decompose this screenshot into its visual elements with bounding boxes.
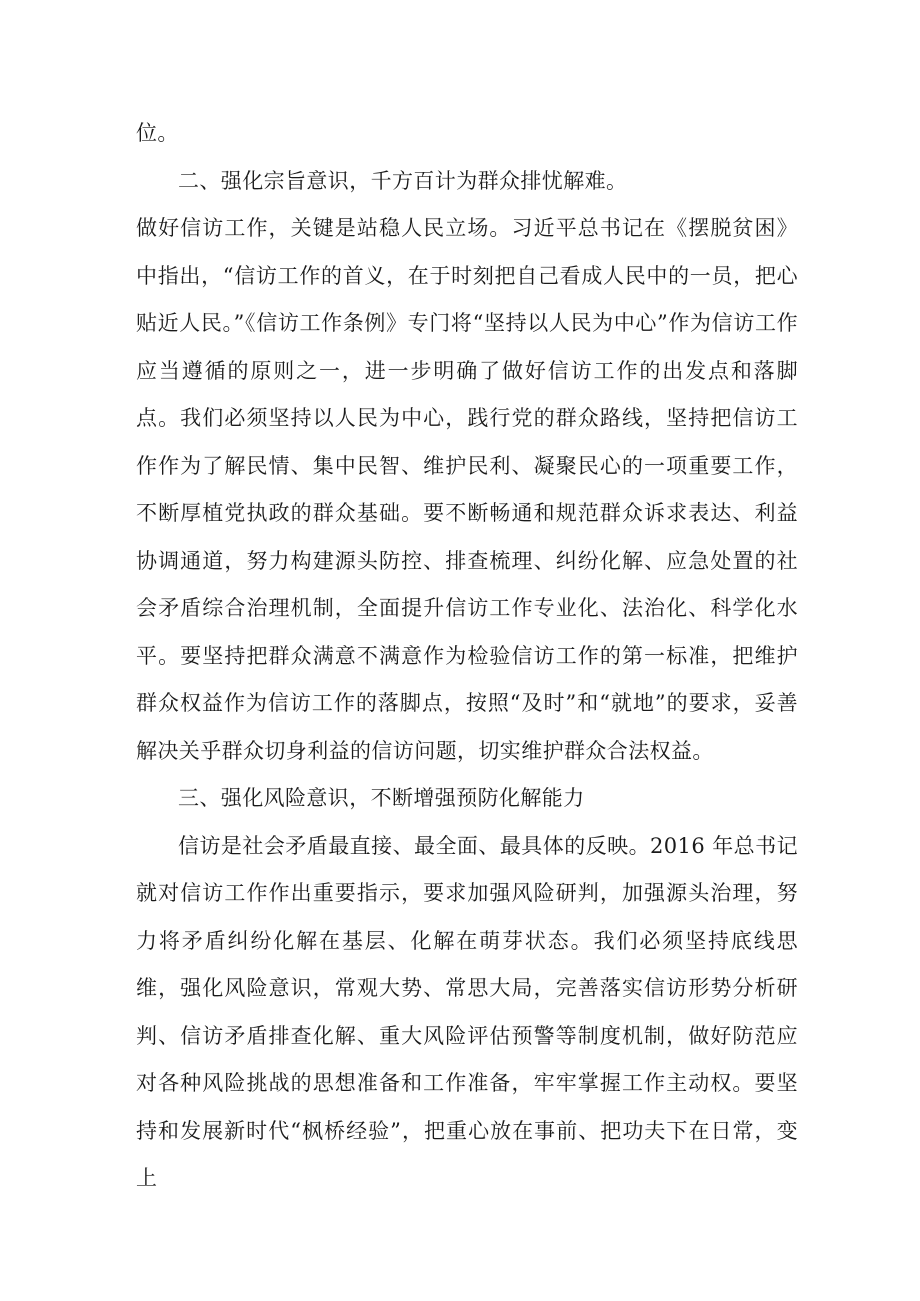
section-heading-2: 二、强化宗旨意识，千方百计为群众排忧解难。: [178, 168, 628, 193]
paragraph-continuation: 位。: [136, 121, 179, 145]
paragraph-3: 信访是社会矛盾最直接、最全面、最具体的反映。2016 年总书记就对信访工作作出重要指示，要求加强风险研判，加强源头治理，努力将矛盾纠纷化解在基层、化解在萌芽状态。我们必须坚持底线思维，强化风险意识，常观大势、常思大局，完善落实信访形势分析研判、信访矛盾排查化解、重大风险评估预警等制度机制，做好防范应对各种风险挑战的思想准备和工作准备，牢牢掌握工作主动权。要坚持和发展新时代“枫桥经验”，把重心放在事前、把功夫下在日常，变上: [136, 833, 798, 1190]
document-body: [136, 110, 798, 1203]
paragraph-2: 做好信访工作，关键是站稳人民立场。习近平总书记在《摆脱贫困》中指出，“信访工作的首义，在于时刻把自己看成人民中的一员，把心贴近人民。”《信访工作条例》专门将“坚持以人民为中心”作为信访工作应当遵循的原则之一，进一步明确了做好信访工作的出发点和落脚点。我们必须坚持以人民为中心，践行党的群众路线，坚持把信访工作作为了解民情、集中民智、维护民利、凝聚民心的一项重要工作，不断厚植党执政的群众基础。要不断畅通和规范群众诉求表达、利益协调通道，努力构建源头防控、排查梳理、纠纷化解、应急处置的社会矛盾综合治理机制，全面提升信访工作专业化、法治化、科学化水平。要坚持把群众满意不满意作为检验信访工作的第一标准，把维护群众权益作为信访工作的落脚点，按照“及时”和“就地”的要求，妥善解决关乎群众切身利益的信访问题，切实维护群众合法权益。: [136, 216, 798, 763]
section-heading-3: 三、强化风险意识，不断增强预防化解能力: [178, 786, 585, 810]
